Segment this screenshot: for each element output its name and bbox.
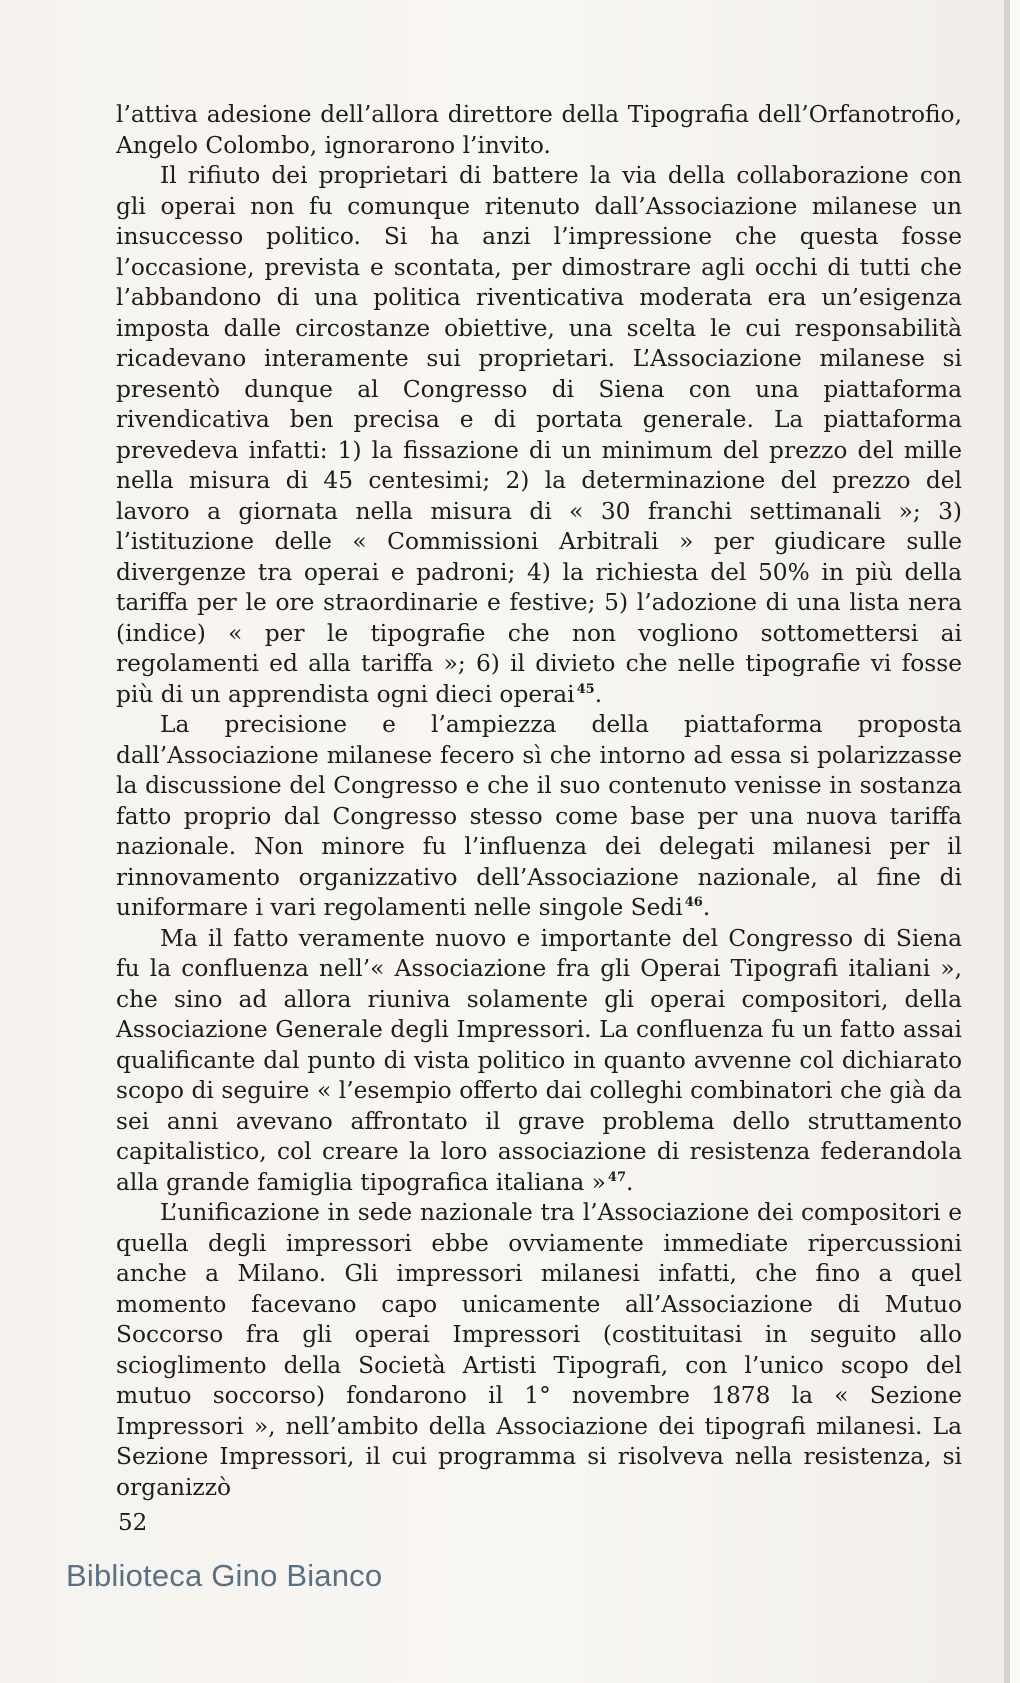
paragraph <box>116 710 962 924</box>
library-watermark: Biblioteca Gino Bianco <box>66 1558 383 1593</box>
page-number: 52 <box>118 1510 148 1536</box>
footnote-marker: 47 <box>607 1169 627 1185</box>
paragraph <box>116 100 962 161</box>
footnote-marker: 45 <box>576 681 595 697</box>
paragraph <box>116 161 962 710</box>
paragraph-text: Ma il fatto veramente nuovo e importante del Congresso di Siena fu la confluenza nell’« Associazione fra gli Operai Tipografi italiani », che sino ad allora riuniva solamente gli operai compositori, della Associazione Generale degli Impressori. La confluenza fu un fatto assai qualificante dal punto di vista politico in quanto avvenne col dichiarato scopo di seguire « l’esempio offerto dai colleghi combinatori che già da sei anni avevano affrontato il grave problema dello struttamento capitalistico, col creare la loro associazione di resistenza federandola alla grande famiglia tipografica italiana » <box>116 924 962 1196</box>
paragraph <box>116 1198 962 1503</box>
body-text <box>116 100 962 1503</box>
paragraph <box>116 924 962 1199</box>
paragraph-text: . <box>594 680 603 708</box>
paragraph-text: . <box>626 1168 634 1196</box>
footnote-marker: 46 <box>684 895 703 911</box>
paragraph-text: La precisione e l’ampiezza della piattaforma proposta dall’Associazione milanese fecero sì che intorno ad essa si polarizzasse la discussione del Congresso e che il suo contenuto venisse in sostanza fatto proprio dal Congresso stesso come base per una nuova tariffa nazionale. Non minore fu l’influenza dei delegati milanesi per il rinnovamento organizzativo dell’Associazione nazionale, al fine di uniformare i vari regolamenti nelle singole Sedi <box>116 711 962 921</box>
paragraph-text: . <box>702 894 711 921</box>
paragraph-text: l’attiva adesione dell’allora direttore della Tipografia dell’Orfanotrofio, Angelo Colombo, ignorarono l’invito. <box>116 101 962 159</box>
paragraph-text: Il rifiuto dei proprietari di battere la via della collaborazione con gli operai non fu comunque ritenuto dall’Associazione milanese un insuccesso politico. Si ha anzi l’impressione che questa fosse l’occasione, prevista e scontata, per dimostrare agli occhi di tutti che l’abbandono di una politica riventicativa moderata era un’esigenza imposta dalle circostanze obiettive, una scelta le cui responsabilità ricadevano interamente sui proprietari. L’Associazione milanese si presentò dunque al Congresso di Siena con una piattaforma rivendicativa ben precisa e di portata generale. La piattaforma prevedeva infatti: 1) la fissazione di un minimum del prezzo del mille nella misura di 45 centesimi; 2) la determinazione del prezzo del lavoro a giornata nella misura di « 30 franchi settimanali »; 3) l’istituzione delle « Commissioni Arbitrali » per giudicare sulle divergenze tra operai e padroni; 4) la richiesta del 50% in più della tariffa per le ore straordinarie e festive; 5) l’adozione di una lista nera (indice) « per le tipografie che non vogliono sottomettersi ai regolamenti ed alla tariffa »; 6) il divieto che nelle tipografie vi fosse più di un apprendista ogni dieci operai <box>116 162 962 708</box>
paragraph-text: L’unificazione in sede nazionale tra l’Associazione dei compositori e quella degli impressori ebbe ovviamente immediate ripercussioni anche a Milano. Gli impressori milanesi infatti, che fino a quel momento facevano capo unicamente all’Associazione di Mutuo Soccorso fra gli operai Impressori (costituitasi in seguito allo scioglimento della Società Artisti Tipografi, con l’unico scopo del mutuo soccorso) fondarono il 1° novembre 1878 la « Sezione Impressori », nell’ambito della Associazione dei tipografi milanesi. La Sezione Impressori, il cui programma si risolveva nella resistenza, si organizzò <box>116 1199 962 1501</box>
